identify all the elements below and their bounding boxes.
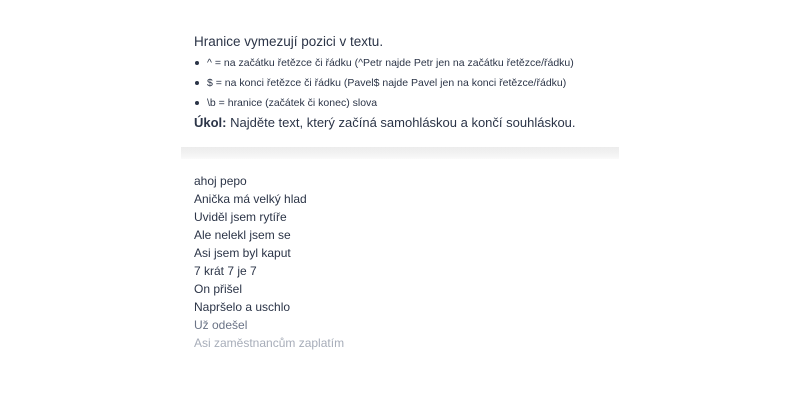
task-description: Najděte text, který začíná samohláskou a končí souhláskou. [226,115,576,130]
task-label: Úkol: [194,115,227,130]
text-line: Asi jsem byl kaput [194,246,291,260]
task-text [194,115,614,131]
instructions-panel [194,34,614,131]
text-line: Napršelo a uschlo [194,300,291,314]
rule-end-anchor: $ = na konci řetězce či řádku (Pavel$ najde Pavel jen na konci řetězce/řádku) [194,77,614,90]
intro-text: Hranice vymezují pozici v textu. [194,34,384,49]
text-line: Anička má velký hlad [194,192,307,206]
rule-start-anchor: ^ = na začátku řetězce či řádku (^Petr najde Petr jen na začátku řetězce/řádku) [194,57,614,70]
section-divider [181,147,619,159]
text-line: Uviděl jsem rytíře [194,210,287,224]
text-line: ahoj pepo [194,174,247,188]
text-line: On přišel [194,282,243,296]
text-line: Asi zaměstnancům zaplatím [194,336,345,350]
text-line: Už odešel [194,318,248,332]
text-line: 7 krát 7 je 7 [194,264,257,278]
rules-list [194,57,614,110]
sample-text-lines[interactable] [194,172,614,352]
rule-word-boundary: \b = hranice (začátek či konec) slova [194,97,614,110]
text-line: Ale nelekl jsem se [194,228,291,242]
